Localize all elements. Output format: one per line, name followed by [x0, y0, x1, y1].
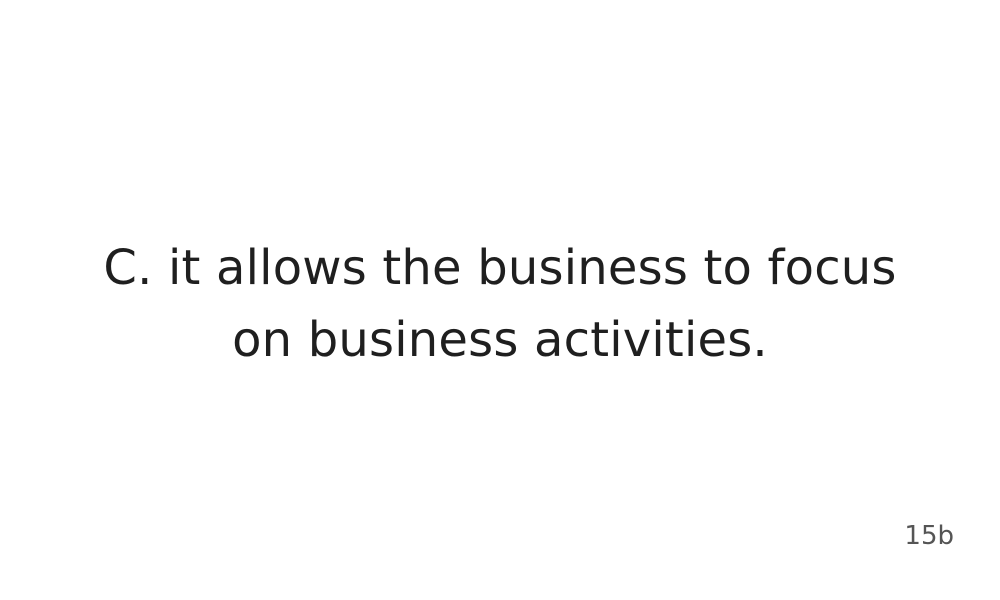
answer-line-1: C. it allows the business to focus	[103, 240, 897, 296]
card-number: 15b	[904, 521, 954, 551]
answer-line-2: on business activities.	[232, 312, 768, 368]
answer-text	[60, 232, 940, 376]
